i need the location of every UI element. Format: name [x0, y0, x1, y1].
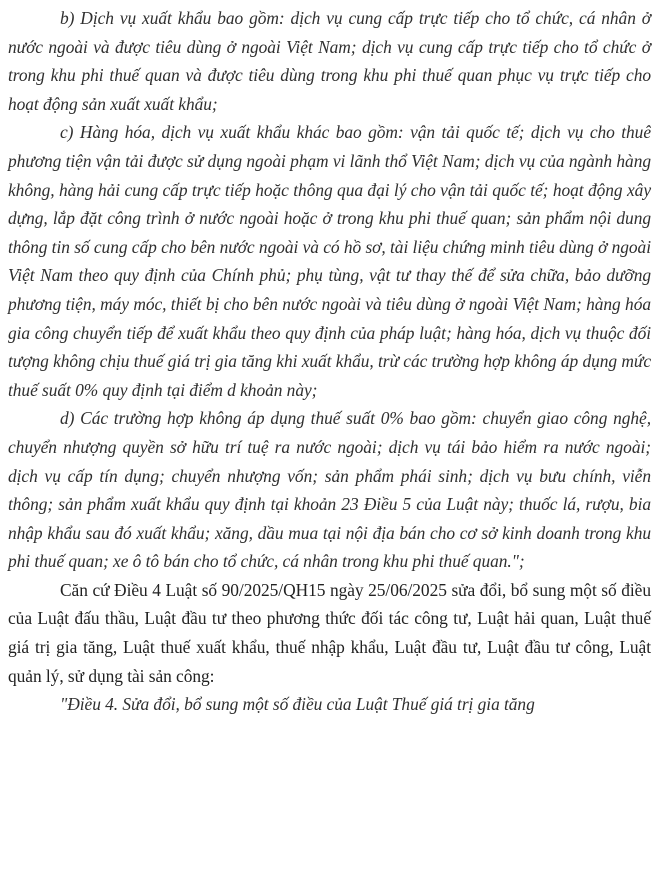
paragraph-article-4-heading: "Điều 4. Sửa đổi, bổ sung một số điều của Luật Thuế giá trị gia tăng	[60, 694, 535, 715]
paragraph-point-b: b) Dịch vụ xuất khẩu bao gồm: dịch vụ cung cấp trực tiếp cho tổ chức, cá nhân ở nước ngoài và được tiêu dùng ở ngoài Việt Nam; dịch vụ cung cấp trực tiếp cho tổ chức ở trong khu phi thuế quan và được tiêu dùng trong khu phi thuế quan phục vụ trực tiếp cho hoạt động sản xuất xuất khẩu;	[8, 8, 651, 114]
paragraph-point-d: d) Các trường hợp không áp dụng thuế suất 0% bao gồm: chuyển giao công nghệ, chuyển nhượng quyền sở hữu trí tuệ ra nước ngoài; dịch vụ tái bảo hiểm ra nước ngoài; dịch vụ cấp tín dụng; chuyển nhượng vốn; sản phẩm phái sinh; dịch vụ bưu chính, viễn thông; sản phẩm xuất khẩu quy định tại khoản 23 Điều 5 của Luật này; thuốc lá, rượu, bia nhập khẩu sau đó xuất khẩu; xăng, dầu mua tại nội địa bán cho cơ sở kinh doanh trong khu phi thuế quan; xe ô tô bán cho tổ chức, cá nhân trong khu phi thuế quan.";	[8, 408, 651, 572]
paragraph-legal-basis: Căn cứ Điều 4 Luật số 90/2025/QH15 ngày 25/06/2025 sửa đổi, bổ sung một số điều của Luật đấu thầu, Luật đầu tư theo phương thức đối tác công tư, Luật hải quan, Luật thuế giá trị gia tăng, Luật thuế xuất khẩu, thuế nhập khẩu, Luật đầu tư, Luật đầu tư công, Luật quản lý, sử dụng tài sản công:	[8, 579, 651, 686]
paragraph-point-c: c) Hàng hóa, dịch vụ xuất khẩu khác bao gồm: vận tải quốc tế; dịch vụ cho thuê phương tiện vận tải được sử dụng ngoài phạm vi lãnh thổ Việt Nam; dịch vụ của ngành hàng không, hàng hải cung cấp trực tiếp hoặc thông qua đại lý cho vận tải quốc tế; hoạt động xây dựng, lắp đặt công trình ở nước ngoài hoặc ở trong khu phi thuế quan; sản phẩm nội dung thông tin số cung cấp cho bên nước ngoài và có hồ sơ, tài liệu chứng minh tiêu dùng ở ngoài Việt Nam theo quy định của Chính phủ; phụ tùng, vật tư thay thế để sửa chữa, bảo dưỡng phương tiện, máy móc, thiết bị cho bên nước ngoài và tiêu dùng ở ngoài Việt Nam; hàng hóa gia công chuyển tiếp để xuất khẩu theo quy định của pháp luật; hàng hóa, dịch vụ thuộc đối tượng không chịu thuế giá trị gia tăng khi xuất khẩu, trừ các trường hợp không áp dụng mức thuế suất 0% quy định tại điểm d khoản này;	[8, 122, 651, 400]
